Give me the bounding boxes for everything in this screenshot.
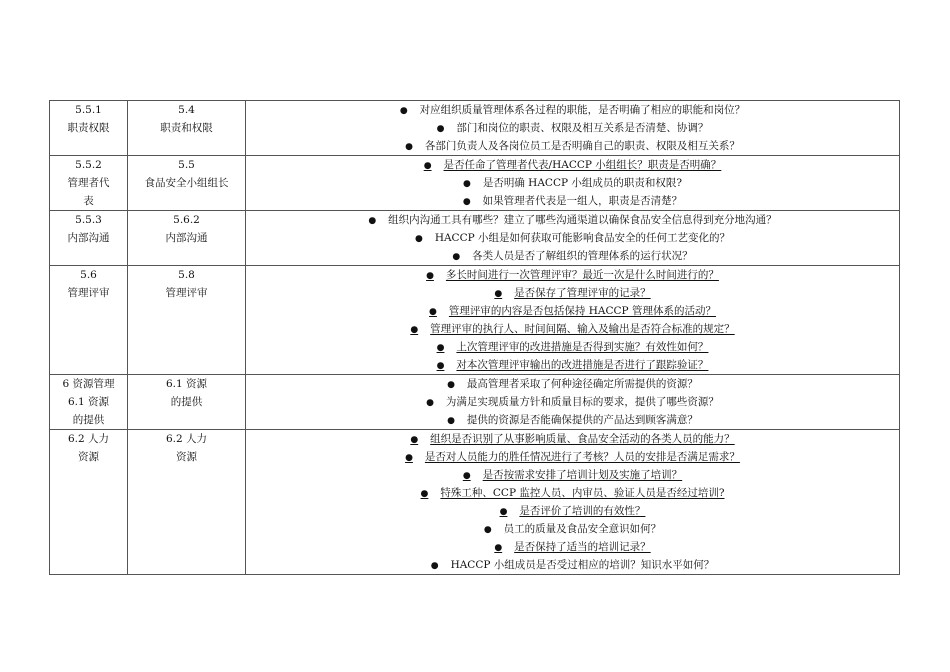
table-row	[50, 101, 900, 156]
clause-text: 资源	[78, 451, 99, 463]
audit-question	[246, 320, 899, 338]
question-text: 是否保持了适当的培训记录？	[514, 541, 651, 553]
bullet-icon: ●	[447, 416, 455, 426]
bullet-icon: ●	[452, 252, 461, 262]
standard-clause-text: 5.8	[178, 269, 195, 281]
standard-clause-cell	[128, 211, 246, 266]
clause-text: 内部沟通	[67, 232, 110, 244]
question-text: 提供的资源是否能确保提供的产品达到顾客满意？	[466, 414, 698, 426]
bullet-icon: ●	[420, 489, 429, 499]
audit-question	[246, 156, 899, 174]
questions-cell	[246, 156, 900, 211]
audit-question	[246, 484, 899, 502]
clause-text: 6.2 人力	[67, 433, 110, 445]
question-text: 管理评审的内容是否包括保持 HACCP 管理体系的活动？	[448, 305, 716, 317]
audit-question-line	[413, 232, 732, 244]
audit-question	[246, 430, 899, 448]
question-text: 是否对人员能力的胜任情况进行了考核？人员的安排是否满足需求？	[424, 451, 740, 463]
questions-cell	[246, 375, 900, 430]
audit-question	[246, 448, 899, 466]
question-text: 各类人员是否了解组织的管理体系的运行状况？	[472, 250, 693, 262]
standard-clause-text: 的提供	[170, 396, 203, 408]
audit-question-line	[408, 433, 736, 445]
standard-clause-text: 5.6.2	[173, 214, 200, 226]
question-text: 多长时间进行一次管理评审？最近一次是什么时间进行的？	[445, 269, 719, 281]
audit-question	[246, 302, 899, 320]
clause-text: 5.5.3	[75, 214, 102, 226]
clause-text: 5.5.2	[75, 159, 102, 171]
standard-clause-cell	[128, 375, 246, 430]
audit-question	[246, 520, 899, 538]
audit-question	[246, 174, 899, 192]
audit-question	[246, 356, 899, 374]
clause-cell	[50, 211, 128, 266]
table-row	[50, 375, 900, 430]
clause-text: 管理评审	[67, 287, 110, 299]
audit-question	[246, 284, 899, 302]
audit-question	[246, 211, 899, 229]
question-text: 为满足实现质量方针和质量目标的要求，提供了哪些资源？	[445, 396, 719, 408]
clause-text: 表	[83, 195, 94, 207]
bullet-icon: ●	[430, 561, 439, 571]
clause-text: 5.6	[80, 269, 97, 281]
question-text: 上次管理评审的改进措施是否得到实施？有效性如何？	[456, 341, 709, 353]
standard-clause-text: 食品安全小组组长	[144, 177, 229, 189]
bullet-icon: ●	[426, 271, 434, 281]
audit-question-line	[422, 159, 724, 171]
table-body	[50, 101, 900, 575]
audit-question	[246, 266, 899, 284]
audit-question-line	[419, 487, 727, 499]
bullet-icon: ●	[483, 525, 492, 535]
bullet-icon: ●	[423, 161, 432, 171]
audit-question-line	[435, 359, 711, 371]
audit-question	[246, 338, 899, 356]
audit-question-line	[435, 122, 711, 134]
audit-question-line	[424, 396, 721, 408]
bullet-icon: ●	[426, 398, 434, 408]
standard-clause-cell	[128, 430, 246, 575]
audit-question-line	[492, 287, 652, 299]
bullet-icon: ●	[499, 507, 508, 517]
audit-question	[246, 101, 899, 119]
clause-cell	[50, 375, 128, 430]
bullet-icon: ●	[436, 361, 445, 371]
audit-question-line	[445, 414, 700, 426]
audit-question-line	[427, 305, 718, 317]
audit-question	[246, 375, 899, 393]
audit-question-line	[461, 195, 684, 207]
audit-question	[246, 229, 899, 247]
questions-cell	[246, 101, 900, 156]
bullet-icon: ●	[405, 142, 413, 152]
audit-question	[246, 247, 899, 265]
clause-text: 5.5.1	[75, 104, 102, 116]
question-text: 是否评价了培训的有效性？	[519, 505, 646, 517]
clause-text: 的提供	[72, 414, 105, 426]
question-text: 最高管理者采取了何种途径确定所需提供的资源？	[466, 378, 698, 390]
audit-question-line	[403, 140, 742, 152]
question-text: 是否按需求安排了培训计划及实施了培训？	[482, 469, 683, 481]
audit-question-line	[429, 559, 717, 571]
question-text: 是否任命了管理者代表/HACCP 小组组长？职责是否明确？	[443, 159, 722, 171]
question-text: 各部门负责人及各岗位员工是否明确自己的职责、权限及相互关系？	[424, 140, 740, 152]
standard-clause-text: 内部沟通	[165, 232, 208, 244]
standard-clause-text: 6.2 人力	[165, 433, 208, 445]
standard-clause-text: 5.5	[178, 159, 195, 171]
standard-clause-text: 管理评审	[165, 287, 208, 299]
audit-question	[246, 556, 899, 574]
clause-cell	[50, 266, 128, 375]
audit-question	[246, 137, 899, 155]
bullet-icon: ●	[436, 124, 445, 134]
bullet-icon: ●	[399, 106, 408, 116]
question-text: 特殊工种、CCP 监控人员、内审员、验证人员是否经过培训?	[440, 487, 725, 499]
question-text: 是否保存了管理评审的记录？	[514, 287, 651, 299]
bullet-icon: ●	[436, 343, 445, 353]
question-text: HACCP 小组成员是否受过相应的培训？知识水平如何？	[450, 559, 715, 571]
table-row	[50, 266, 900, 375]
question-text: 部门和岗位的职责、权限及相互关系是否清楚、协调？	[456, 122, 709, 134]
standard-clause-text: 资源	[176, 451, 197, 463]
bullet-icon: ●	[414, 234, 423, 244]
clause-cell	[50, 101, 128, 156]
bullet-icon: ●	[410, 325, 419, 335]
question-text: 对应组织质量管理体系各过程的职能，是否明确了相应的职能和岗位？	[419, 104, 746, 116]
question-text: 组织内沟通工具有哪些？建立了哪些沟通渠道以确保食品安全信息得到充分地沟通？	[388, 214, 777, 226]
table-row	[50, 211, 900, 266]
question-text: 管理评审的执行人、时间间隔、输入及输出是否符合标准的规定？	[430, 323, 735, 335]
bullet-icon: ●	[494, 543, 503, 553]
audit-question-line	[492, 541, 652, 553]
table-row	[50, 156, 900, 211]
audit-question-line	[398, 104, 747, 116]
clause-text: 管理者代	[67, 177, 110, 189]
standard-clause-text: 6.1 资源	[165, 378, 208, 390]
audit-question-line	[366, 214, 778, 226]
audit-question	[246, 393, 899, 411]
standard-clause-text: 职责和权限	[160, 122, 213, 134]
question-text: 对本次管理评审输出的改进措施是否进行了跟踪验证？	[456, 359, 709, 371]
audit-question	[246, 119, 899, 137]
standard-clause-cell	[128, 156, 246, 211]
audit-question-line	[408, 323, 736, 335]
clause-cell	[50, 430, 128, 575]
bullet-icon: ●	[462, 471, 471, 481]
audit-question-line	[461, 469, 684, 481]
bullet-icon: ●	[462, 179, 471, 189]
audit-checklist-table	[49, 100, 900, 575]
clause-text: 6.1 资源	[67, 396, 110, 408]
audit-question	[246, 538, 899, 556]
audit-question-line	[424, 269, 721, 281]
audit-question-line	[450, 250, 694, 262]
audit-question	[246, 466, 899, 484]
questions-cell	[246, 266, 900, 375]
questions-cell	[246, 211, 900, 266]
clause-cell	[50, 156, 128, 211]
bullet-icon: ●	[494, 289, 503, 299]
standard-clause-cell	[128, 266, 246, 375]
bullet-icon: ●	[368, 216, 377, 226]
question-text: 员工的质量及食品安全意识如何？	[503, 523, 662, 535]
bullet-icon: ●	[447, 380, 455, 390]
bullet-icon: ●	[410, 435, 419, 445]
audit-question-line	[498, 505, 648, 517]
question-text: 组织是否识别了从事影响质量、食品安全活动的各类人员的能力？	[430, 433, 735, 445]
bullet-icon: ●	[405, 453, 413, 463]
audit-question-line	[482, 523, 663, 535]
question-text: 是否明确 HACCP 小组成员的职责和权限?	[482, 177, 683, 189]
audit-question	[246, 192, 899, 210]
audit-question	[246, 502, 899, 520]
questions-cell	[246, 430, 900, 575]
question-text: 如果管理者代表是一组人，职责是否清楚？	[482, 195, 683, 207]
audit-question-line	[445, 378, 700, 390]
clause-text: 职责权限	[67, 122, 110, 134]
table-row	[50, 430, 900, 575]
standard-clause-cell	[128, 101, 246, 156]
audit-question-line	[435, 341, 711, 353]
bullet-icon: ●	[429, 307, 437, 317]
audit-question	[246, 411, 899, 429]
bullet-icon: ●	[462, 197, 471, 207]
clause-text: 6 资源管理	[62, 378, 115, 390]
question-text: HACCP 小组是如何获取可能影响食品安全的任何工艺变化的？	[434, 232, 731, 244]
standard-clause-text: 5.4	[178, 104, 195, 116]
audit-question-line	[403, 451, 742, 463]
audit-question-line	[461, 177, 684, 189]
